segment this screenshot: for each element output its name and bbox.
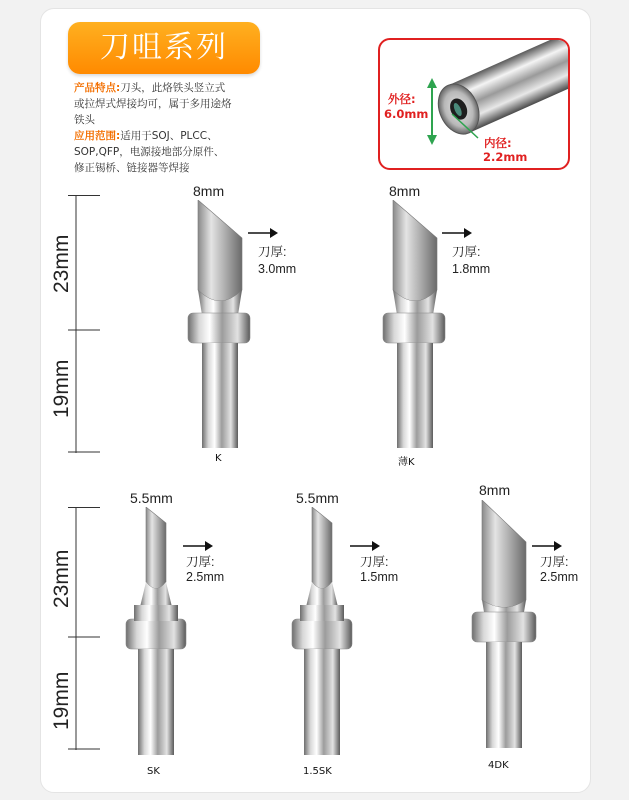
product-features-line: 刀头，此烙铁头竖立式	[120, 82, 226, 94]
arrow-icon	[442, 227, 472, 239]
tip-model-label: K	[215, 453, 222, 464]
arrow-icon	[532, 540, 562, 552]
tip-width-label: 8mm	[389, 183, 421, 199]
blade-thickness-label: 刀厚:	[360, 555, 389, 569]
soldering-tip-4dk	[468, 500, 538, 752]
tip-model-label: 4DK	[488, 760, 509, 771]
blade-thickness-value: 1.8mm	[452, 262, 491, 276]
tip-model-label: SK	[147, 766, 160, 777]
outer-diameter-value: 6.0mm	[384, 107, 429, 121]
soldering-tip-1-5sk	[286, 507, 358, 759]
dimension-label: 19mm	[50, 359, 73, 418]
arrow-icon	[248, 227, 278, 239]
blade-thickness-value: 3.0mm	[258, 262, 297, 276]
tip-width-label: 5.5mm	[296, 490, 339, 506]
application-scope-key: 应用范围:	[74, 130, 121, 142]
tip-model-label: 薄K	[398, 457, 415, 468]
blade-thickness-value: 2.5mm	[540, 570, 579, 584]
tip-width-label: 8mm	[479, 482, 511, 498]
product-features	[74, 80, 232, 176]
product-features-key: 产品特点:	[74, 82, 121, 94]
application-scope-line: 适用于SOJ、PLCC、	[120, 130, 218, 142]
blade-thickness-value: 2.5mm	[186, 570, 225, 584]
page-title: 刀咀系列	[100, 30, 228, 65]
blade-thickness-label: 刀厚:	[258, 245, 287, 259]
soldering-tip-sk	[120, 507, 192, 759]
application-scope-line: 修正锡桥、链接器等焊接	[74, 162, 190, 174]
dimension-label: 23mm	[50, 234, 73, 293]
arrow-icon	[350, 540, 380, 552]
dimension-label: 19mm	[50, 671, 73, 730]
product-features-line: 或拉焊式焊接均可，属于多用途烙	[74, 98, 232, 110]
tip-model-label: 1.5SK	[303, 766, 332, 777]
product-features-line: 铁头	[74, 114, 95, 126]
outer-diameter-label: 外径:	[388, 92, 416, 106]
tip-width-label: 8mm	[193, 183, 225, 199]
blade-thickness-label: 刀厚:	[540, 555, 569, 569]
dimension-label: 23mm	[50, 549, 73, 608]
blade-thickness-value: 1.5mm	[360, 570, 399, 584]
blade-thickness-label: 刀厚:	[186, 555, 215, 569]
tip-width-label: 5.5mm	[130, 490, 173, 506]
arrow-icon	[183, 540, 213, 552]
inner-diameter-value: 2.2mm	[483, 150, 528, 164]
application-scope-line: SOP,QFP，电源接地部分原件、	[74, 146, 225, 158]
inner-diameter-label: 内径:	[484, 136, 512, 150]
blade-thickness-label: 刀厚:	[452, 245, 481, 259]
